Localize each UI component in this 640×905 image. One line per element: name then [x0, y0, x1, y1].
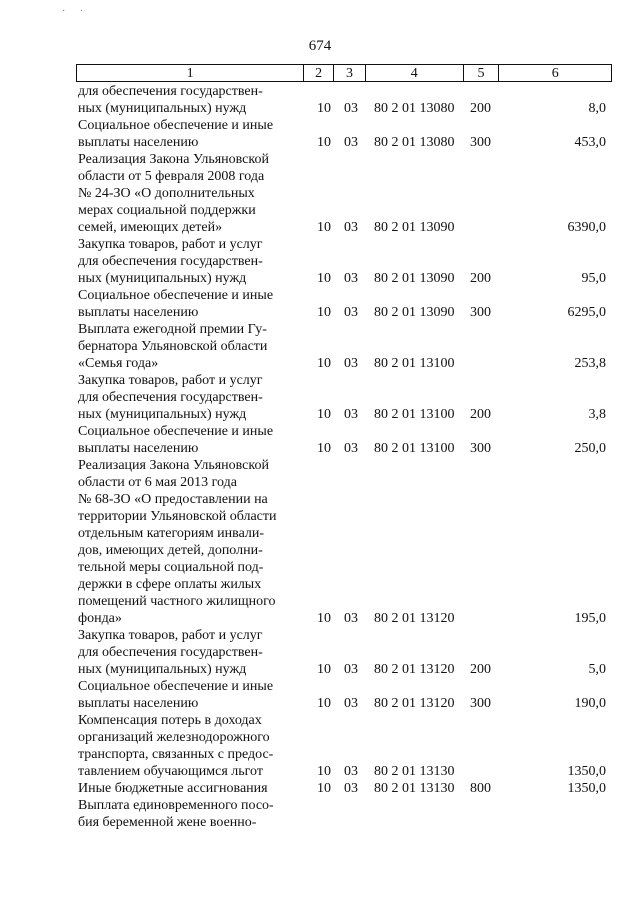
- table-row: [78, 423, 612, 457]
- row-c6: 1350,0: [567, 781, 606, 796]
- row-c3: 03: [344, 220, 358, 235]
- row-name: [78, 321, 304, 372]
- row-name: [78, 287, 304, 321]
- table-row: [78, 151, 612, 236]
- row-c3: 03: [344, 407, 358, 422]
- row-c6: 6390,0: [567, 220, 606, 235]
- table-row: [78, 678, 612, 712]
- table-row: [78, 287, 612, 321]
- row-c5: 200: [470, 662, 491, 677]
- row-c5: 200: [470, 101, 491, 116]
- row-c3: 03: [344, 696, 358, 711]
- row-name: [78, 117, 304, 151]
- row-name-line: Социальное обеспечение и иные: [78, 424, 274, 439]
- row-name: [78, 423, 304, 457]
- header-col-1: 1: [77, 65, 304, 81]
- row-c4: 80 2 01 13090: [374, 305, 455, 320]
- row-c2: 10: [317, 781, 331, 796]
- row-c6: 95,0: [581, 271, 606, 286]
- row-c3: 03: [344, 135, 358, 150]
- row-name-line: для обеспечения государствен-: [78, 254, 263, 269]
- row-name-line: ных (муниципальных) нужд: [78, 662, 247, 677]
- row-name-line: отдельным категориям инвали-: [78, 526, 265, 541]
- row-c6: 1350,0: [567, 764, 606, 779]
- row-name: [78, 372, 304, 423]
- row-c3: 03: [344, 781, 358, 796]
- row-c3: 03: [344, 305, 358, 320]
- row-c3: 03: [344, 101, 358, 116]
- row-name-line: выплаты населению: [78, 696, 199, 711]
- row-name-line: Компенсация потерь в доходах: [78, 713, 262, 728]
- row-c2: 10: [317, 696, 331, 711]
- row-name: [78, 712, 304, 780]
- header-col-6: 6: [551, 66, 559, 81]
- row-c3: 03: [344, 611, 358, 626]
- row-c3: 03: [344, 764, 358, 779]
- row-name-line: № 24-ЗО «О дополнительных: [78, 186, 255, 201]
- row-c3: 03: [344, 271, 358, 286]
- table-row: [78, 321, 612, 372]
- row-name-line: мерах социальной поддержки: [78, 203, 256, 218]
- row-c5: 200: [470, 271, 491, 286]
- scan-artifact: · ·: [62, 6, 90, 17]
- row-c5: 800: [470, 781, 491, 796]
- row-name-line: бернатора Ульяновской области: [78, 339, 268, 354]
- row-c4: 80 2 01 13130: [374, 781, 455, 796]
- row-c6: 5,0: [588, 662, 606, 677]
- row-name-line: Социальное обеспечение и иные: [78, 118, 274, 133]
- row-c6: 195,0: [574, 611, 606, 626]
- row-c5: 300: [470, 135, 491, 150]
- row-c2: 10: [317, 356, 331, 371]
- row-name-line: области от 6 мая 2013 года: [78, 475, 237, 490]
- row-name-line: дов, имеющих детей, дополни-: [78, 543, 263, 558]
- row-c2: 10: [317, 305, 331, 320]
- row-c3: 03: [344, 356, 358, 371]
- row-c4: 80 2 01 13120: [374, 611, 455, 626]
- row-name-line: Социальное обеспечение и иные: [78, 679, 274, 694]
- row-name-line: бия беременной жене военно-: [78, 815, 257, 830]
- row-c6: 3,8: [588, 407, 606, 422]
- row-c4: 80 2 01 13120: [374, 696, 455, 711]
- row-c4: 80 2 01 13090: [374, 271, 455, 286]
- row-c4: 80 2 01 13130: [374, 764, 455, 779]
- row-name-line: держки в сфере оплаты жилых: [78, 577, 262, 592]
- row-c6: 253,8: [574, 356, 606, 371]
- row-name: [78, 797, 304, 831]
- row-name: [78, 678, 304, 712]
- row-name-line: Выплата ежегодной премии Гу-: [78, 322, 267, 337]
- row-c2: 10: [317, 271, 331, 286]
- row-c2: 10: [317, 441, 331, 456]
- row-name-line: Закупка товаров, работ и услуг: [78, 237, 263, 252]
- header-col-4: 4: [366, 65, 464, 81]
- table-row: [78, 712, 612, 780]
- row-name-line: ных (муниципальных) нужд: [78, 101, 247, 116]
- row-name-line: ных (муниципальных) нужд: [78, 271, 247, 286]
- table-row: [78, 457, 612, 627]
- row-name-line: транспорта, связанных с предос-: [78, 747, 274, 762]
- row-name-line: выплаты населению: [78, 441, 199, 456]
- table-row: [78, 372, 612, 423]
- row-name-line: Реализация Закона Ульяновской: [78, 152, 269, 167]
- table-row: [78, 780, 612, 797]
- row-name: [78, 83, 304, 117]
- table-row: [78, 236, 612, 287]
- row-c2: 10: [317, 101, 331, 116]
- row-name-line: тавлением обучающимся льгот: [78, 764, 263, 779]
- row-c2: 10: [317, 662, 331, 677]
- row-c3: 03: [344, 441, 358, 456]
- row-name: [78, 457, 304, 627]
- row-name-line: для обеспечения государствен-: [78, 84, 263, 99]
- row-name-line: «Семья года»: [78, 356, 159, 371]
- row-name-line: № 68-ЗО «О предоставлении на: [78, 492, 268, 507]
- row-c2: 10: [317, 135, 331, 150]
- row-name: [78, 780, 304, 797]
- row-c2: 10: [317, 220, 331, 235]
- row-c2: 10: [317, 611, 331, 626]
- row-name-line: помещений частного жилищного: [78, 594, 276, 609]
- row-c6: 250,0: [574, 441, 606, 456]
- row-name-line: ных (муниципальных) нужд: [78, 407, 247, 422]
- row-name-line: Иные бюджетные ассигнования: [78, 781, 268, 796]
- row-c6: 6295,0: [567, 305, 606, 320]
- table-body: [78, 83, 612, 831]
- row-c4: 80 2 01 13100: [374, 356, 455, 371]
- header-col-2: 2: [304, 65, 334, 81]
- row-c3: 03: [344, 662, 358, 677]
- row-name-line: выплаты населению: [78, 305, 199, 320]
- row-name-line: тельной меры социальной под-: [78, 560, 264, 575]
- row-c5: 300: [470, 696, 491, 711]
- row-name-line: Закупка товаров, работ и услуг: [78, 628, 263, 643]
- row-c6: 190,0: [574, 696, 606, 711]
- row-c2: 10: [317, 407, 331, 422]
- row-name-line: Выплата единовременного посо-: [78, 798, 274, 813]
- row-c6: 8,0: [588, 101, 606, 116]
- page-number: 674: [308, 38, 332, 54]
- row-c4: 80 2 01 13080: [374, 101, 455, 116]
- row-name-line: семей, имеющих детей»: [78, 220, 223, 235]
- row-name-line: фонда»: [78, 611, 122, 626]
- row-name-line: организаций железнодорожного: [78, 730, 270, 745]
- row-name-line: для обеспечения государствен-: [78, 645, 263, 660]
- header-col-3: 3: [334, 65, 366, 81]
- row-name-line: Закупка товаров, работ и услуг: [78, 373, 263, 388]
- row-name-line: для обеспечения государствен-: [78, 390, 263, 405]
- row-name-line: Реализация Закона Ульяновской: [78, 458, 269, 473]
- row-c4: 80 2 01 13080: [374, 135, 455, 150]
- row-c6: 453,0: [574, 135, 606, 150]
- row-name: [78, 236, 304, 287]
- row-c4: 80 2 01 13100: [374, 441, 455, 456]
- row-name: [78, 151, 304, 236]
- table-row: [78, 117, 612, 151]
- table-row: [78, 797, 612, 831]
- row-c4: 80 2 01 13100: [374, 407, 455, 422]
- header-col-5: 5: [464, 65, 500, 81]
- row-name-line: выплаты населению: [78, 135, 199, 150]
- table-header: [76, 64, 612, 82]
- row-c5: 300: [470, 305, 491, 320]
- table-row: [78, 627, 612, 678]
- row-name: [78, 627, 304, 678]
- row-name-line: Социальное обеспечение и иные: [78, 288, 274, 303]
- row-c4: 80 2 01 13120: [374, 662, 455, 677]
- row-c5: 300: [470, 441, 491, 456]
- row-c4: 80 2 01 13090: [374, 220, 455, 235]
- row-c2: 10: [317, 764, 331, 779]
- table-row: [78, 83, 612, 117]
- row-c5: 200: [470, 407, 491, 422]
- row-name-line: территории Ульяновской области: [78, 509, 277, 524]
- row-name-line: области от 5 февраля 2008 года: [78, 169, 265, 184]
